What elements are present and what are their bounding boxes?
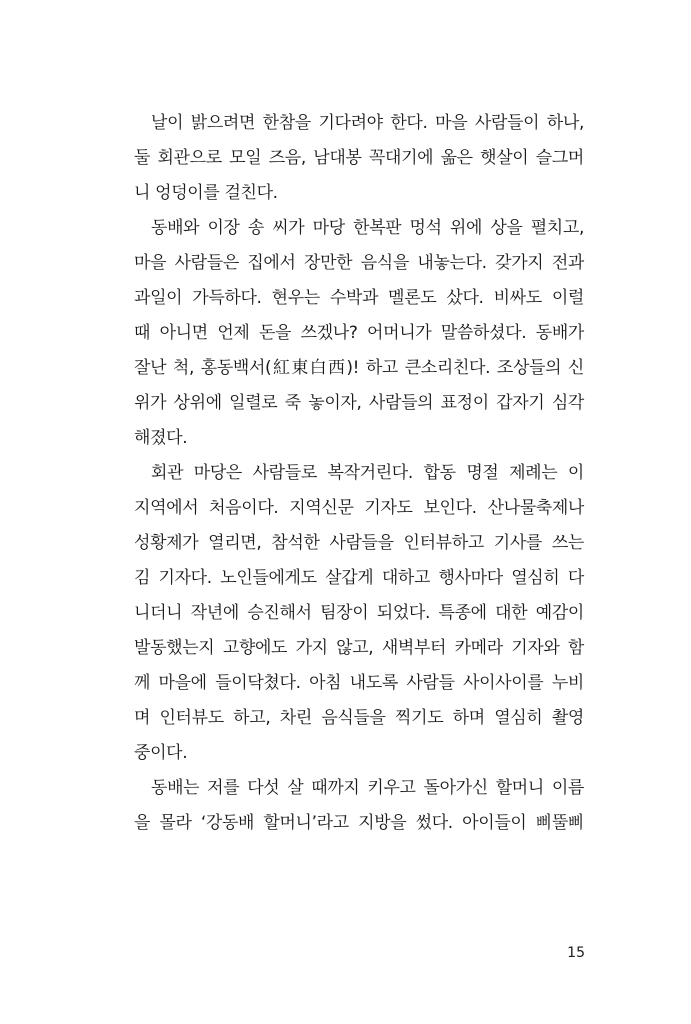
text-line: 니 엉덩이를 걸친다. bbox=[134, 183, 278, 203]
text-line: 잘난 척, 홍동백서(紅東白西)! 하고 큰소리친다. 조상들의 신 bbox=[134, 358, 584, 378]
text-line: 회관 마당은 사람들로 복작거린다. 합동 명절 제례는 이 bbox=[151, 463, 584, 483]
text-line: 과일이 가득하다. 현우는 수박과 멜론도 샀다. 비싸도 이럴 bbox=[134, 288, 584, 308]
text-line: 때 아니면 언제 돈을 쓰겠나? 어머니가 말씀하셨다. 동배가 bbox=[134, 323, 584, 343]
text-line: 동배와 이장 송 씨가 마당 한복판 멍석 위에 상을 펼치고, bbox=[151, 218, 584, 238]
text-line: 둘 회관으로 모일 즈음, 남대봉 꼭대기에 옮은 햇살이 슬그머 bbox=[134, 148, 584, 168]
text-line: 해졌다. bbox=[134, 428, 188, 448]
text-line: 위가 상위에 일렬로 죽 놓이자, 사람들의 표정이 갑자기 심각 bbox=[134, 393, 584, 413]
text-line: 지역에서 처음이다. 지역신문 기자도 보인다. 산나물축제나 bbox=[134, 498, 584, 518]
text-line: 니더니 작년에 승진해서 팀장이 되었다. 특종에 대한 예감이 bbox=[134, 603, 584, 623]
text-line: 성황제가 열리면, 참석한 사람들을 인터뷰하고 기사를 쓰는 bbox=[134, 533, 584, 553]
text-line: 마을 사람들은 집에서 장만한 음식을 내놓는다. 갖가지 전과 bbox=[134, 253, 584, 273]
text-line: 동배는 저를 다섯 살 때까지 키우고 돌아가신 할머니 이름 bbox=[151, 778, 584, 798]
text-line: 을 몰라 ‘강동배 할머니’라고 지방을 썼다. 아이들이 삐뚤삐 bbox=[134, 813, 584, 833]
text-line: 중이다. bbox=[134, 743, 188, 763]
text-line: 께 마을에 들이닥쳤다. 아침 내도록 사람들 사이사이를 누비 bbox=[134, 673, 584, 693]
text-line: 발동했는지 고향에도 가지 않고, 새벽부터 카메라 기자와 함 bbox=[134, 638, 584, 658]
text-line: 며 인터뷰도 하고, 차린 음식들을 찍기도 하며 열심히 촬영 bbox=[134, 708, 584, 728]
text-line: 날이 밝으려면 한참을 기다려야 한다. 마을 사람들이 하나, bbox=[151, 113, 584, 133]
text-line: 김 기자다. 노인들에게도 살갑게 대하고 행사마다 열심히 다 bbox=[134, 568, 584, 588]
page-number: 15 bbox=[567, 945, 585, 961]
body-text bbox=[134, 112, 584, 847]
